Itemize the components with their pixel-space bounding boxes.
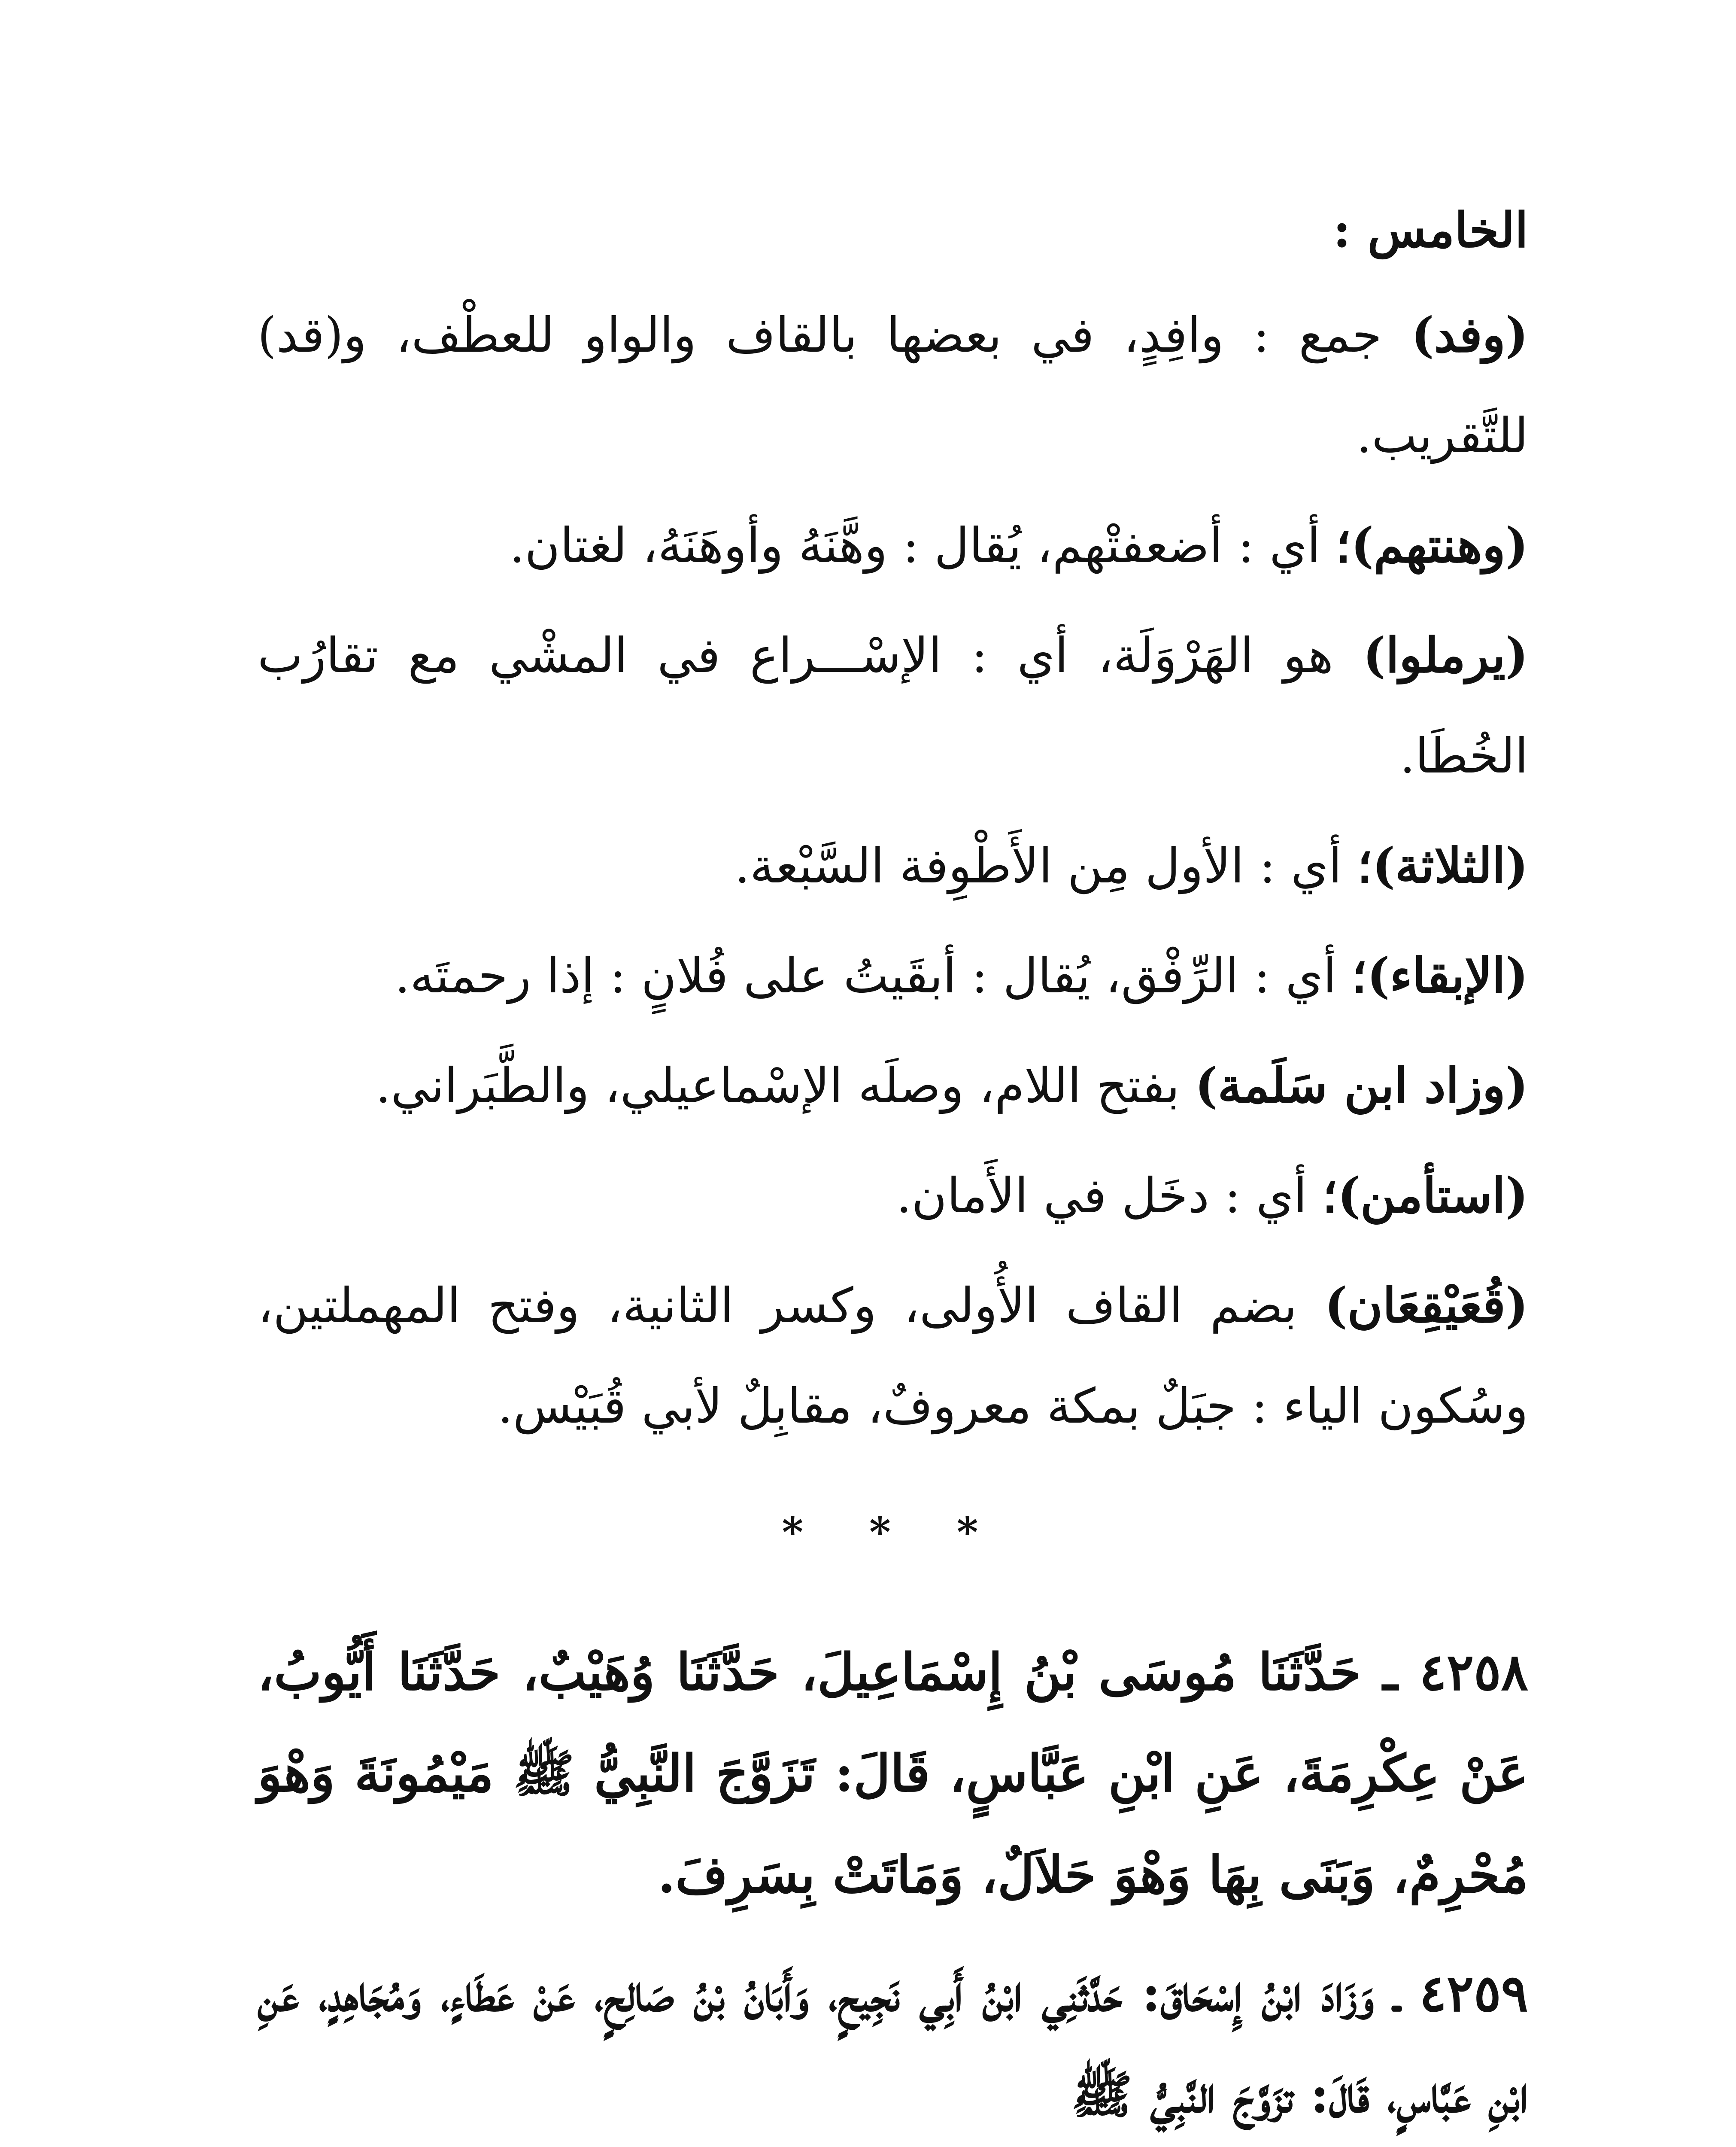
gloss-vafd [258, 285, 1528, 486]
gloss-term: (قُعَيْقِعَان) [1324, 1277, 1528, 1334]
gloss-term: (الإبقاء)؛ [1351, 948, 1528, 1004]
gloss-yarmulu [258, 605, 1528, 806]
gloss-text: هو الهَرْوَلَة، أي : الإسْـــراع في المشْي مع تقارُب الخُطَا. [258, 628, 1528, 784]
gloss-wahantahum [258, 496, 1528, 596]
gloss-term: (استأمن)؛ [1322, 1168, 1528, 1224]
gloss-ibn-salama [258, 1036, 1528, 1136]
gloss-thalatha [258, 816, 1528, 916]
gloss-term: (وزاد ابن سَلَمة) [1195, 1058, 1528, 1114]
gloss-ibqa [258, 926, 1528, 1026]
gloss-text: جمع : وافِدٍ، في بعضها بالقاف والواو للعطْف، و(قد) للتَّقريب. [258, 307, 1528, 464]
gloss-term: (وفد) [1411, 307, 1528, 363]
hadith-4259: ٤٢٥٩ ـ وَزَادَ ابْنُ إِسْحَاقَ: حَدَّثَنِي ابْنُ أَبِي نَجِيحٍ، وَأَبَانُ بْنُ صَالِحٍ، عَنْ عَطَاءٍ، وَمُجَاهِدٍ، عَنِ ابْنِ عَبَّاسٍ، قَالَ: تزَوَّجَ النَّبِيُّ ﷺ [258, 1963, 1528, 2124]
gloss-quayqiaan [258, 1256, 1528, 1457]
hadith-4258: ٤٢٥٨ ـ حَدَّثَنَا مُوسَى بْنُ إِسْمَاعِيلَ، حَدَّثَنَا وُهَيْبٌ، حَدَّثَنَا أَيُّوبُ، عَنْ عِكْرِمَةَ، عَنِ ابْنِ عَبَّاسٍ، قَالَ: تَزَوَّجَ النَّبِيُّ ﷺ مَيْمُونَةَ وَهْوَ مُحْرِمٌ، وَبَنَى بِهَا وَهْوَ حَلاَلٌ، وَمَاتَتْ بِسَرِفَ. [258, 1642, 1528, 1904]
section-separator: * * * [782, 1508, 1004, 1557]
gloss-text: بضم القاف الأُولى، وكسر الثانية، وفتح المهملتين، وسُكون الياء : جبَلٌ بمكة معروفٌ، مقابِلٌ لأبي قُبَيْس. [258, 1278, 1528, 1434]
gloss-text: بفتح اللام، وصلَه الإسْماعيلي، والطَّبَراني. [375, 1058, 1195, 1114]
gloss-text: أي : الرِّفْق، يُقال : أبقَيتُ على فُلانٍ : إذا رحمتَه. [395, 948, 1352, 1004]
gloss-term: (وهنتهم)؛ [1335, 517, 1528, 574]
gloss-text: أي : دخَل في الأَمان. [896, 1168, 1323, 1224]
page-body [258, 180, 1528, 2147]
gloss-text: أي : الأول مِن الأَطْوِفة السَّبْعة. [734, 838, 1357, 894]
gloss-text: أي : أضعفتْهم، يُقال : وهَّنَهُ وأوهَنَهُ، لغتان. [509, 518, 1336, 574]
gloss-istaman [258, 1146, 1528, 1246]
gloss-term: (الثلاثة)؛ [1357, 838, 1528, 894]
gloss-term: (يرملوا) [1363, 627, 1528, 684]
section-heading: الخامس : [1333, 202, 1528, 258]
